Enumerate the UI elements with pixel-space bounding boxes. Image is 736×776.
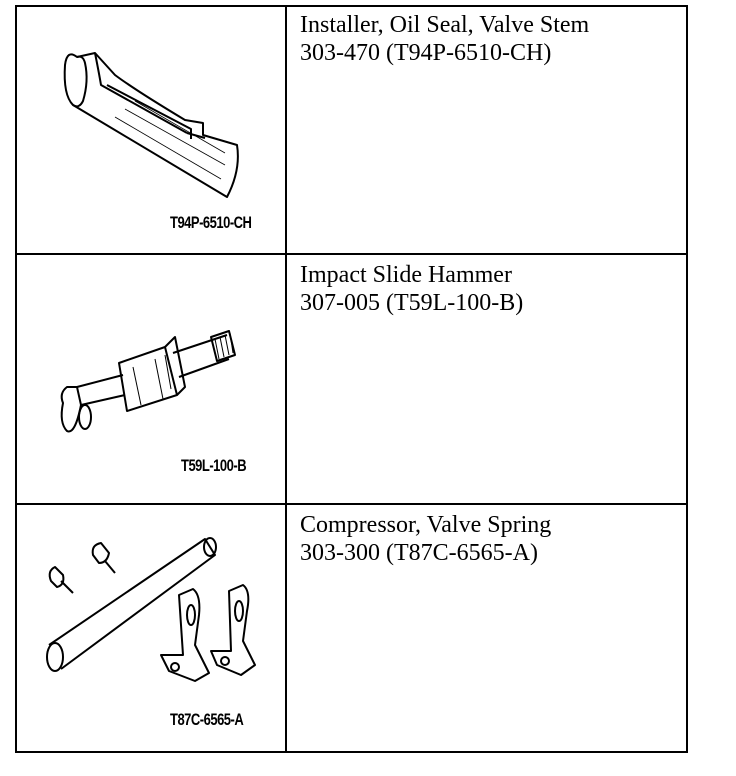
tool-code-label: T59L-100-B — [181, 456, 247, 475]
tool-illustration-cell — [15, 5, 285, 253]
tool-description-cell — [287, 5, 685, 253]
valve-spring-compressor-drawing — [15, 505, 285, 753]
tool-illustration-cell — [15, 255, 285, 503]
tool-table — [15, 5, 688, 753]
tool-description-cell — [287, 505, 685, 753]
tool-illustration-cell — [15, 505, 285, 753]
tool-description-cell — [287, 255, 685, 503]
tool-name: Compressor, Valve Spring — [300, 512, 552, 538]
tool-number: 307-005 (T59L-100-B) — [300, 290, 524, 316]
tool-number: 303-470 (T94P-6510-CH) — [300, 40, 552, 66]
table-row — [15, 505, 688, 753]
tool-name: Installer, Oil Seal, Valve Stem — [300, 12, 590, 38]
tool-code-label: T87C-6565-A — [170, 710, 244, 729]
table-row — [15, 5, 688, 253]
tool-code-label: T94P-6510-CH — [170, 213, 252, 232]
table-row — [15, 255, 688, 503]
tool-name: Impact Slide Hammer — [300, 262, 512, 288]
tool-number: 303-300 (T87C-6565-A) — [300, 540, 538, 566]
